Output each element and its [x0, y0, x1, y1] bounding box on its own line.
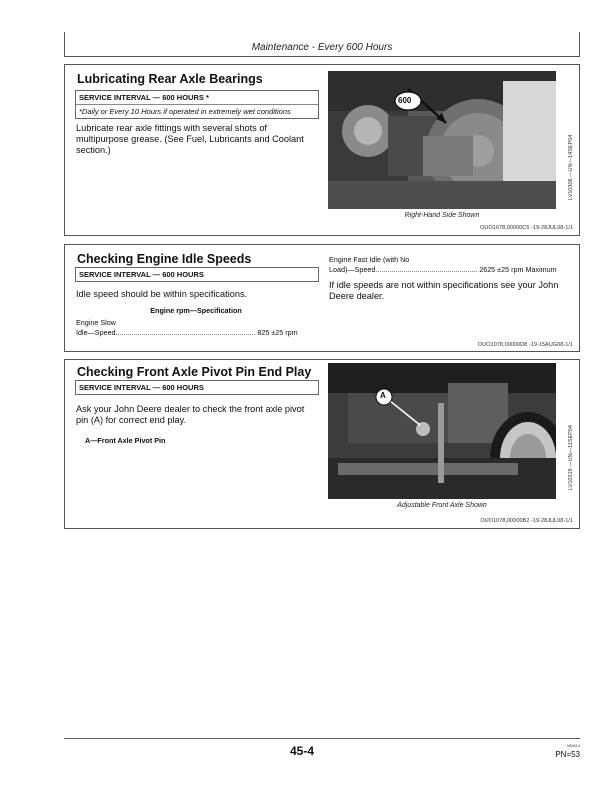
service-interval-label: SERVICE INTERVAL — 600 HOURS — [79, 270, 204, 279]
service-interval-note: *Daily or Every 10 Hours if operated in extremely wet conditions — [76, 104, 318, 118]
section-body: Idle speed should be within specifications. — [76, 289, 248, 299]
page-header: Maintenance - Every 600 Hours — [251, 42, 393, 53]
service-interval-box — [75, 90, 319, 119]
spec-heading: Engine rpm—Specification — [150, 306, 242, 315]
section-title: Checking Front Axle Pivot Pin End Play — [77, 365, 312, 379]
page-number: 45-4 — [290, 744, 315, 758]
reference-code: OUO1078,00000D8 -19-15AUG08-1/1 — [477, 342, 573, 348]
service-interval-box — [75, 380, 319, 395]
section-rear-axle — [64, 64, 580, 236]
front-axle-photo — [328, 363, 556, 499]
reference-code: OUO1078,00000C5 -19-28JUL08-1/1 — [480, 225, 573, 231]
reference-code: OUO1078,00000B2 -19-28JUL08-1/1 — [480, 518, 573, 524]
fast-idle-spec: Load)—Speed................................................... 2625 ±25 rpm Maximum — [329, 265, 557, 274]
interval-icon-label: 600 — [398, 96, 412, 105]
service-interval-box — [75, 267, 319, 282]
footer-rule — [64, 738, 580, 739]
rear-axle-illustration — [328, 71, 556, 209]
figure-legend: A—Front Axle Pivot Pin — [85, 436, 166, 445]
service-interval-label: SERVICE INTERVAL — 600 HOURS — [79, 383, 204, 392]
section-front-axle — [64, 359, 580, 529]
rear-axle-photo — [328, 71, 556, 209]
section-title: Lubricating Rear Axle Bearings — [77, 72, 263, 86]
slow-idle-label: Engine Slow — [76, 318, 116, 327]
callout-a: A — [380, 391, 386, 400]
front-axle-illustration — [328, 363, 556, 499]
fast-idle-label: Engine Fast Idle (with No — [329, 255, 410, 264]
frame-rule-top — [64, 56, 580, 57]
section-body: Ask your John Deere dealer to check the front axle pivot pin (A) for correct end play. — [76, 404, 305, 425]
footer-code: 080814 — [566, 743, 580, 748]
image-caption: Adjustable Front Axle Shown — [397, 502, 487, 509]
image-id: LV10319 —UN—11SEP04 — [568, 425, 574, 490]
service-interval-label: SERVICE INTERVAL — 600 HOURS * — [79, 93, 209, 102]
section-body: Lubricate rear axle fittings with several shots of multipurpose grease. (See Fuel, Lubricants and Coolant section.) — [76, 123, 304, 155]
image-caption: Right-Hand Side Shown — [404, 212, 480, 219]
section-idle-speeds — [64, 244, 580, 352]
slow-idle-spec: Idle—Speed...................................................................... 825 ±25 rpm — [76, 328, 298, 337]
dealer-note: If idle speeds are not within specifications see your John Deere dealer. — [329, 280, 559, 301]
pn-number: PN=53 — [555, 750, 580, 759]
section-title: Checking Engine Idle Speeds — [77, 252, 252, 266]
image-id: LV10306 —UN—14SEP04 — [568, 134, 574, 200]
